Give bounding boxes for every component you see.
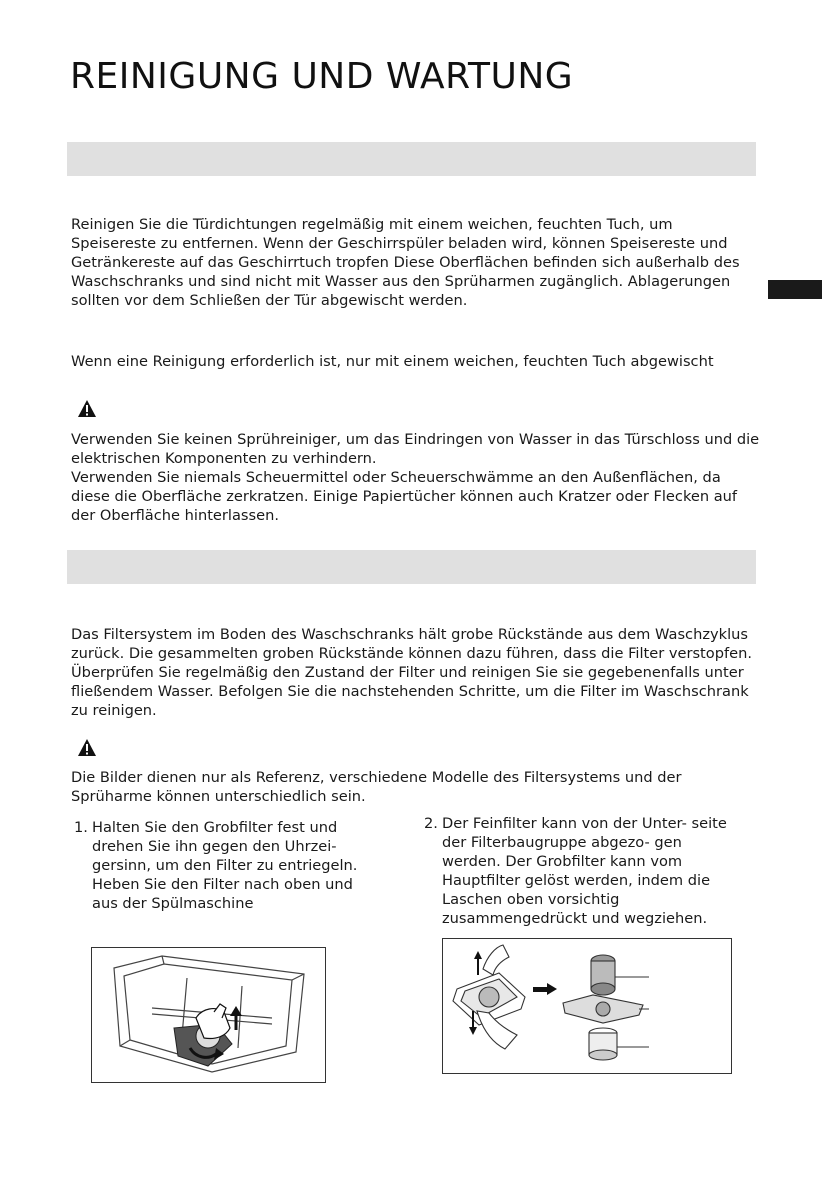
- step-1: [74, 818, 364, 913]
- step-2-number: 2.: [424, 815, 438, 832]
- filter-warning-line: Die Bilder dienen nur als Referenz, verschiedene Modelle des Filtersystems und der Sprüharme können unterschiedlich sein.: [71, 769, 682, 805]
- filter-paragraph-1: [71, 625, 761, 720]
- step-2: [424, 814, 734, 928]
- page-title: REINIGUNG UND WARTUNG: [70, 56, 574, 97]
- step-1-number: 1.: [74, 819, 88, 836]
- figure-filter-disassembly: [442, 938, 732, 1074]
- door-warning-text: [71, 430, 761, 525]
- filter-paragraph-1-text: Das Filtersystem im Boden des Waschschranks hält grobe Rückstände aus dem Waschzyklus zurück. Die gesammelten groben Rückstände können dazu führen, dass die Filter verstopfen. Überprüfen Sie regelmäßig den Zustand der Filter und reinigen Sie sie gegebenenfalls unter fließendem Wasser. Befolgen Sie die nachstehenden Schritte, um die Filter im Waschschrank zu reinigen.: [71, 626, 752, 719]
- step-1-text: Halten Sie den Grobfilter fest und drehen Sie ihn gegen den Uhrzei- gersinn, um den Filter zu entriegeln. Heben Sie den Filter nach oben und aus der Spülmaschine: [92, 819, 358, 912]
- door-warning-line-1: Verwenden Sie keinen Sprühreiniger, um das Eindringen von Wasser in das Türschloss und die elektrischen Komponenten zu verhindern.: [71, 431, 760, 467]
- warning-triangle-icon: [77, 399, 97, 422]
- step-2-text: Der Feinfilter kann von der Unter- seite der Filterbaugruppe abgezo- gen werden. Der Grobfilter kann vom Hauptfilter gelöst werden, indem die Laschen oben vorsichtig zusammengedrückt und wegziehen.: [442, 815, 727, 927]
- door-warning-line-2: Verwenden Sie niemals Scheuermittel oder Scheuerschwämme an den Außenflächen, da diese die Oberfläche zerkratzen. Einige Papiertücher können auch Kratzer oder Flecken auf der Oberfläche hinterlassen.: [71, 469, 738, 524]
- door-paragraph-2: [71, 352, 761, 371]
- chapter-tab-marker: [768, 280, 822, 299]
- figure-filter-removal: [91, 947, 326, 1083]
- door-paragraph-1: [71, 215, 761, 310]
- door-paragraph-1-text: Reinigen Sie die Türdichtungen regelmäßig mit einem weichen, feuchten Tuch, um Speisereste zu entfernen. Wenn der Geschirrspüler beladen wird, können Speisereste und Getränkereste auf das Geschirrtuch tropfen Diese Oberflächen befinden sich außerhalb des Waschschranks und sind nicht mit Wasser aus den Sprüharmen zugänglich. Ablagerungen sollten vor dem Schließen der Tür abgewischt werden.: [71, 216, 740, 309]
- section-header-bar-filter: [67, 550, 756, 584]
- warning-triangle-icon: [77, 738, 97, 761]
- filter-warning-text: [71, 768, 761, 806]
- section-header-bar-door: [67, 142, 756, 176]
- door-paragraph-2-text: Wenn eine Reinigung erforderlich ist, nur mit einem weichen, feuchten Tuch abgewischt: [71, 353, 714, 370]
